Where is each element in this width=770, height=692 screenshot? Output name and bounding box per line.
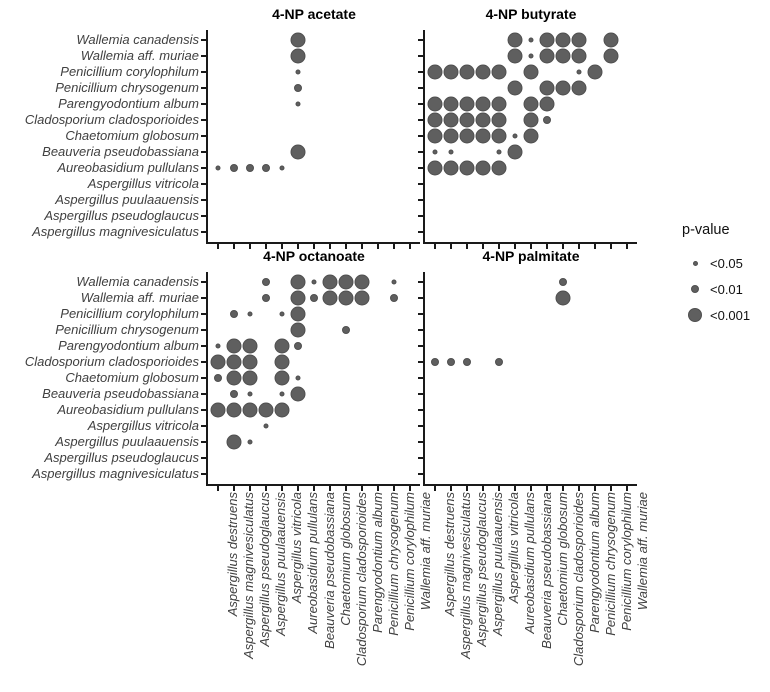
axis-tick xyxy=(466,486,468,491)
x-axis-label: Wallemia aff. muriae xyxy=(634,492,650,611)
data-dot xyxy=(323,274,338,289)
x-axis-label: Wallemia aff. muriae xyxy=(417,492,433,611)
data-dot xyxy=(226,435,241,450)
data-dot xyxy=(432,150,437,155)
y-axis-label: Penicillium corylophilum xyxy=(60,63,199,79)
data-dot xyxy=(559,278,567,286)
data-dot xyxy=(475,64,490,79)
axis-tick xyxy=(514,486,516,491)
axis-tick xyxy=(409,486,411,491)
axis-tick xyxy=(418,473,423,475)
x-axis-label: Aspergillus destruens xyxy=(225,492,241,617)
legend-dot-cell xyxy=(680,308,710,322)
x-axis-label: Beauveria pseudobassiana xyxy=(538,492,554,649)
y-axis-label: Chaetomium globosum xyxy=(65,128,199,143)
data-dot xyxy=(339,274,354,289)
axis-tick xyxy=(418,377,423,379)
y-axis-label: Penicillium chrysogenum xyxy=(55,79,199,95)
y-axis-label: Penicillium chrysogenum xyxy=(55,321,199,337)
axis-tick xyxy=(201,151,206,153)
y-axis-label: Cladosporium cladosporioides xyxy=(24,353,199,369)
y-axis-label: Beauveria pseudobassiana xyxy=(42,386,199,402)
data-dot xyxy=(215,343,220,348)
data-dot xyxy=(507,32,522,47)
legend-label: <0.05 xyxy=(710,255,743,271)
data-dot xyxy=(529,37,534,42)
data-dot xyxy=(226,338,241,353)
data-dot xyxy=(540,96,555,111)
data-dot xyxy=(214,374,222,382)
axis-tick xyxy=(201,457,206,459)
data-dot xyxy=(247,440,252,445)
legend-dot-small xyxy=(693,261,698,266)
legend-item xyxy=(680,276,770,302)
axis-tick xyxy=(201,409,206,411)
legend-dot-large xyxy=(688,308,702,322)
data-dot xyxy=(475,161,490,176)
y-axis-label: Penicillium corylophilum xyxy=(60,305,199,321)
data-dot xyxy=(443,96,458,111)
axis-tick xyxy=(418,409,423,411)
data-dot xyxy=(290,32,305,47)
x-axis-label: Aspergillus pseudoglaucus xyxy=(257,492,273,647)
data-dot xyxy=(342,326,350,334)
x-axis-label: Aspergillus pseudoglaucus xyxy=(474,492,490,647)
data-dot xyxy=(491,64,506,79)
data-dot xyxy=(524,64,539,79)
data-dot xyxy=(323,290,338,305)
x-axis-label: Parengyodontium album xyxy=(369,492,385,633)
y-axis-label: Aureobasidium pullulans xyxy=(57,160,199,176)
axis-tick xyxy=(217,486,219,491)
axis-tick xyxy=(281,486,283,491)
axis-tick xyxy=(530,486,532,491)
data-dot xyxy=(279,311,284,316)
y-axis-label: Aspergillus puulaauensis xyxy=(55,192,199,208)
data-dot xyxy=(312,279,317,284)
data-dot xyxy=(247,392,252,397)
data-dot xyxy=(230,310,238,318)
legend-dot-medium xyxy=(691,285,700,294)
data-dot xyxy=(512,134,517,139)
axis-tick xyxy=(626,486,628,491)
data-dot xyxy=(392,279,397,284)
data-dot xyxy=(475,96,490,111)
y-axis-label: Aspergillus pseudoglaucus xyxy=(44,450,199,466)
data-dot xyxy=(294,84,302,92)
data-dot xyxy=(230,390,238,398)
axis-tick xyxy=(249,486,251,491)
x-axis-label: Aspergillus magnivesiculatus xyxy=(241,492,257,659)
axis-tick xyxy=(201,297,206,299)
data-dot xyxy=(339,290,354,305)
data-dot xyxy=(290,274,305,289)
axis-tick xyxy=(418,457,423,459)
x-axis-label: Beauveria pseudobassiana xyxy=(321,492,337,649)
data-dot xyxy=(427,64,442,79)
y-axis-label: Aspergillus pseudoglaucus xyxy=(44,208,199,224)
axis-tick xyxy=(546,486,548,491)
y-axis-label: Wallemia aff. muriae xyxy=(80,289,199,305)
legend-dot-cell xyxy=(680,285,710,294)
axis-tick xyxy=(418,103,423,105)
data-dot xyxy=(295,101,300,106)
axis-tick xyxy=(578,486,580,491)
panel-title: 4-NP palmitate xyxy=(482,248,580,264)
axis-tick xyxy=(450,486,452,491)
data-dot xyxy=(577,69,582,74)
data-dot xyxy=(210,354,225,369)
x-axis-label: Chaetomium globosum xyxy=(337,492,353,626)
axis-tick xyxy=(418,183,423,185)
legend-item xyxy=(680,250,770,276)
axis-tick xyxy=(329,486,331,491)
data-dot xyxy=(507,145,522,160)
data-dot xyxy=(290,306,305,321)
data-dot xyxy=(274,371,289,386)
data-dot xyxy=(463,358,471,366)
data-dot xyxy=(262,278,270,286)
axis-tick xyxy=(418,345,423,347)
axis-tick xyxy=(393,486,395,491)
axis-tick xyxy=(418,71,423,73)
axis-tick xyxy=(201,87,206,89)
data-dot xyxy=(572,80,587,95)
data-dot xyxy=(274,403,289,418)
legend-dot-cell xyxy=(680,261,710,266)
x-axis-label: Penicillium corylophilum xyxy=(618,492,634,631)
data-dot xyxy=(226,371,241,386)
axis-tick xyxy=(201,441,206,443)
data-dot xyxy=(491,96,506,111)
x-axis-label: Cladosporium cladosporioides xyxy=(353,492,369,667)
data-dot xyxy=(390,294,398,302)
y-axis-label: Aspergillus magnivesiculatus xyxy=(32,466,199,482)
y-axis-label: Cladosporium cladosporioides xyxy=(24,111,199,127)
axis-tick xyxy=(418,361,423,363)
data-dot xyxy=(247,311,252,316)
data-dot xyxy=(427,112,442,127)
x-axis-label: Penicillium chrysogenum xyxy=(385,492,401,636)
data-dot xyxy=(226,403,241,418)
data-dot xyxy=(443,129,458,144)
x-axis-label: Aspergillus vitricola xyxy=(289,492,305,604)
axis-tick xyxy=(201,393,206,395)
data-dot xyxy=(310,294,318,302)
x-axis-label: Penicillium chrysogenum xyxy=(602,492,618,636)
axis-tick xyxy=(418,425,423,427)
axis-tick xyxy=(377,486,379,491)
data-dot xyxy=(524,129,539,144)
y-axis-line xyxy=(423,30,425,244)
legend xyxy=(680,222,770,328)
axis-tick xyxy=(201,183,206,185)
axis-tick xyxy=(610,486,612,491)
y-axis-label: Chaetomium globosum xyxy=(65,370,199,385)
y-axis-label: Parengyodontium album xyxy=(58,337,199,353)
y-axis-label: Aspergillus vitricola xyxy=(87,176,199,192)
y-axis-label: Wallemia canadensis xyxy=(76,31,199,47)
x-axis-label: Cladosporium cladosporioides xyxy=(570,492,586,667)
data-dot xyxy=(427,96,442,111)
legend-label: <0.001 xyxy=(710,307,751,323)
axis-tick xyxy=(233,486,235,491)
y-axis-label: Aureobasidium pullulans xyxy=(57,402,199,418)
x-axis-label: Aureobasidium pullulans xyxy=(305,492,321,634)
x-axis-label: Chaetomium globosum xyxy=(554,492,570,626)
data-dot xyxy=(572,48,587,63)
data-dot xyxy=(491,161,506,176)
y-axis-line xyxy=(423,272,425,486)
data-dot xyxy=(279,166,284,171)
data-dot xyxy=(448,150,453,155)
data-dot xyxy=(290,145,305,160)
data-dot xyxy=(294,342,302,350)
axis-tick xyxy=(418,135,423,137)
legend-label: <0.01 xyxy=(710,281,743,297)
axis-tick xyxy=(201,119,206,121)
data-dot xyxy=(496,150,501,155)
data-dot xyxy=(475,129,490,144)
axis-tick xyxy=(201,425,206,427)
data-dot xyxy=(263,424,268,429)
axis-tick xyxy=(418,329,423,331)
axis-tick xyxy=(297,486,299,491)
axis-tick xyxy=(201,329,206,331)
y-axis-label: Wallemia canadensis xyxy=(76,273,199,289)
data-dot xyxy=(491,129,506,144)
axis-tick xyxy=(201,345,206,347)
x-axis-label: Aspergillus vitricola xyxy=(506,492,522,604)
data-dot xyxy=(588,64,603,79)
data-dot xyxy=(604,32,619,47)
axis-tick xyxy=(201,215,206,217)
data-dot xyxy=(459,64,474,79)
x-axis-label: Aspergillus magnivesiculatus xyxy=(458,492,474,659)
data-dot xyxy=(355,290,370,305)
axis-tick xyxy=(201,231,206,233)
data-dot xyxy=(295,376,300,381)
axis-tick xyxy=(345,486,347,491)
axis-tick xyxy=(201,313,206,315)
data-dot xyxy=(246,164,254,172)
data-dot xyxy=(524,96,539,111)
axis-tick xyxy=(418,393,423,395)
y-axis-label: Parengyodontium album xyxy=(58,95,199,111)
data-dot xyxy=(215,166,220,171)
axis-tick xyxy=(498,486,500,491)
data-dot xyxy=(242,403,257,418)
data-dot xyxy=(290,48,305,63)
axis-tick xyxy=(201,473,206,475)
data-dot xyxy=(274,338,289,353)
axis-tick xyxy=(361,486,363,491)
axis-tick xyxy=(418,313,423,315)
data-dot xyxy=(572,32,587,47)
y-axis-label: Aspergillus vitricola xyxy=(87,418,199,434)
data-dot xyxy=(507,80,522,95)
axis-tick xyxy=(418,55,423,57)
axis-tick xyxy=(418,151,423,153)
data-dot xyxy=(242,354,257,369)
data-dot xyxy=(556,80,571,95)
axis-tick xyxy=(201,167,206,169)
data-dot xyxy=(355,274,370,289)
data-dot xyxy=(258,403,273,418)
data-dot xyxy=(543,116,551,124)
panel-title: 4-NP butyrate xyxy=(485,6,577,22)
data-dot xyxy=(290,290,305,305)
data-dot xyxy=(507,48,522,63)
x-axis-label: Aureobasidium pullulans xyxy=(522,492,538,634)
data-dot xyxy=(242,371,257,386)
data-dot xyxy=(242,338,257,353)
data-dot xyxy=(459,161,474,176)
data-dot xyxy=(290,387,305,402)
axis-tick xyxy=(201,361,206,363)
y-axis-label: Wallemia aff. muriae xyxy=(80,47,199,63)
axis-tick xyxy=(594,486,596,491)
data-dot xyxy=(556,290,571,305)
axis-tick xyxy=(201,39,206,41)
x-axis-label: Aspergillus puulaauensis xyxy=(490,492,506,636)
x-axis-label: Aspergillus puulaauensis xyxy=(273,492,289,636)
data-dot xyxy=(295,69,300,74)
data-dot xyxy=(443,64,458,79)
axis-tick xyxy=(201,281,206,283)
legend-item xyxy=(680,302,770,328)
data-dot xyxy=(431,358,439,366)
axis-tick xyxy=(201,71,206,73)
axis-tick xyxy=(418,39,423,41)
x-axis-label: Parengyodontium album xyxy=(586,492,602,633)
data-dot xyxy=(230,164,238,172)
data-dot xyxy=(274,354,289,369)
axis-tick xyxy=(418,199,423,201)
data-dot xyxy=(556,48,571,63)
data-dot xyxy=(524,112,539,127)
data-dot xyxy=(556,32,571,47)
data-dot xyxy=(459,112,474,127)
x-axis-label: Aspergillus destruens xyxy=(442,492,458,617)
data-dot xyxy=(495,358,503,366)
data-dot xyxy=(262,164,270,172)
axis-tick xyxy=(418,231,423,233)
legend-title: p-value xyxy=(682,222,730,238)
y-axis-label: Beauveria pseudobassiana xyxy=(42,144,199,160)
axis-tick xyxy=(418,167,423,169)
axis-tick xyxy=(265,486,267,491)
data-dot xyxy=(540,32,555,47)
x-axis-label: Penicillium corylophilum xyxy=(401,492,417,631)
axis-tick xyxy=(418,215,423,217)
panel-title: 4-NP octanoate xyxy=(263,248,365,264)
axis-tick xyxy=(313,486,315,491)
y-axis-line xyxy=(206,30,208,244)
axis-tick xyxy=(201,135,206,137)
data-dot xyxy=(279,392,284,397)
axis-tick xyxy=(418,297,423,299)
data-dot xyxy=(447,358,455,366)
axis-tick xyxy=(418,87,423,89)
data-dot xyxy=(529,53,534,58)
axis-tick xyxy=(201,377,206,379)
data-dot xyxy=(491,112,506,127)
axis-tick xyxy=(434,486,436,491)
data-dot xyxy=(604,48,619,63)
data-dot xyxy=(443,112,458,127)
axis-tick xyxy=(418,119,423,121)
data-dot xyxy=(427,129,442,144)
axis-tick xyxy=(418,281,423,283)
data-dot xyxy=(540,48,555,63)
panel-title: 4-NP acetate xyxy=(272,6,356,22)
data-dot xyxy=(540,80,555,95)
axis-tick xyxy=(562,486,564,491)
data-dot xyxy=(475,112,490,127)
y-axis-label: Aspergillus puulaauensis xyxy=(55,434,199,450)
axis-tick xyxy=(482,486,484,491)
axis-tick xyxy=(418,441,423,443)
axis-tick xyxy=(201,55,206,57)
data-dot xyxy=(226,354,241,369)
axis-tick xyxy=(201,103,206,105)
data-dot xyxy=(443,161,458,176)
data-dot xyxy=(459,96,474,111)
axis-tick xyxy=(201,199,206,201)
data-dot xyxy=(210,403,225,418)
data-dot xyxy=(290,322,305,337)
data-dot xyxy=(459,129,474,144)
y-axis-label: Aspergillus magnivesiculatus xyxy=(32,224,199,240)
data-dot xyxy=(427,161,442,176)
y-axis-line xyxy=(206,272,208,486)
data-dot xyxy=(262,294,270,302)
